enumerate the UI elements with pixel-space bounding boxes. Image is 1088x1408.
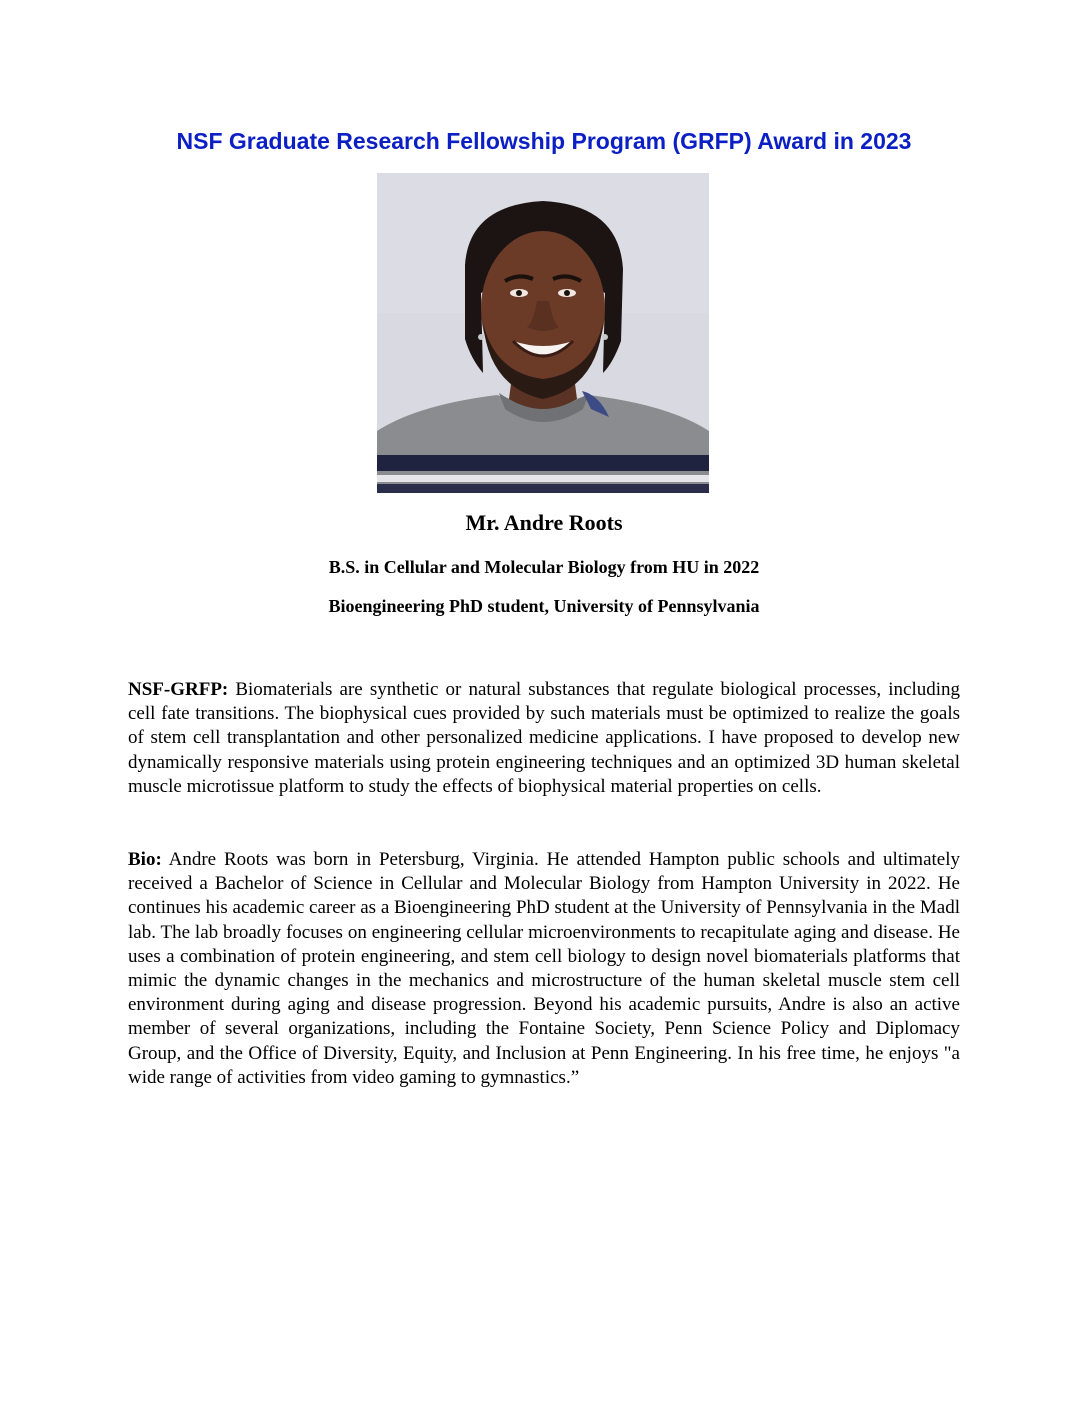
degree-line: B.S. in Cellular and Molecular Biology from HU in 2022 xyxy=(328,557,760,577)
portrait-illustration xyxy=(377,173,709,493)
portrait-photo xyxy=(377,173,709,493)
bio-paragraph xyxy=(128,848,960,1090)
position-line: Bioengineering PhD student, University of Pennsylvania xyxy=(328,596,760,616)
nsf-grfp-text: Biomaterials are synthetic or natural substances that regulate biological processes, including cell fate transitions. The biophysical cues provided by such materials must be optimized to realize the goals of stem cell transplantation and other personalized medicine applications. I have proposed to develop new dynamically responsive materials using protein engineering techniques and an optimized 3D human skeletal muscle microtissue platform to study the effects of biophysical material properties on cells. xyxy=(128,679,960,797)
nsf-grfp-label: NSF-GRFP: xyxy=(128,679,229,700)
bio-label: Bio: xyxy=(128,849,162,870)
bio-text: Andre Roots was born in Petersburg, Virginia. He attended Hampton public schools and ultimately received a Bachelor of Science in Cellular and Molecular Biology from Hampton University in 2022. He continues his academic career as a Bioengineering PhD student at the University of Pennsylvania in the Madl lab. The lab broadly focuses on engineering cellular microenvironments to recapitulate aging and disease. He uses a combination of protein engineering, and stem cell biology to design novel biomaterials platforms that mimic the dynamic changes in the mechanics and microstructure of the human skeletal muscle stem cell environment during aging and disease progression. Beyond his academic pursuits, Andre is also an active member of several organizations, including the Fontaine Society, Penn Science Policy and Diplomacy Group, and the Office of Diversity, Equity, and Inclusion at Penn Engineering. In his free time, he enjoys "a wide range of activities from video gaming to gymnastics.” xyxy=(128,849,960,1088)
page-title: NSF Graduate Research Fellowship Program (GRFP) Award in 2023 xyxy=(176,128,912,154)
nsf-grfp-paragraph xyxy=(128,678,960,799)
person-name: Mr. Andre Roots xyxy=(465,510,623,535)
